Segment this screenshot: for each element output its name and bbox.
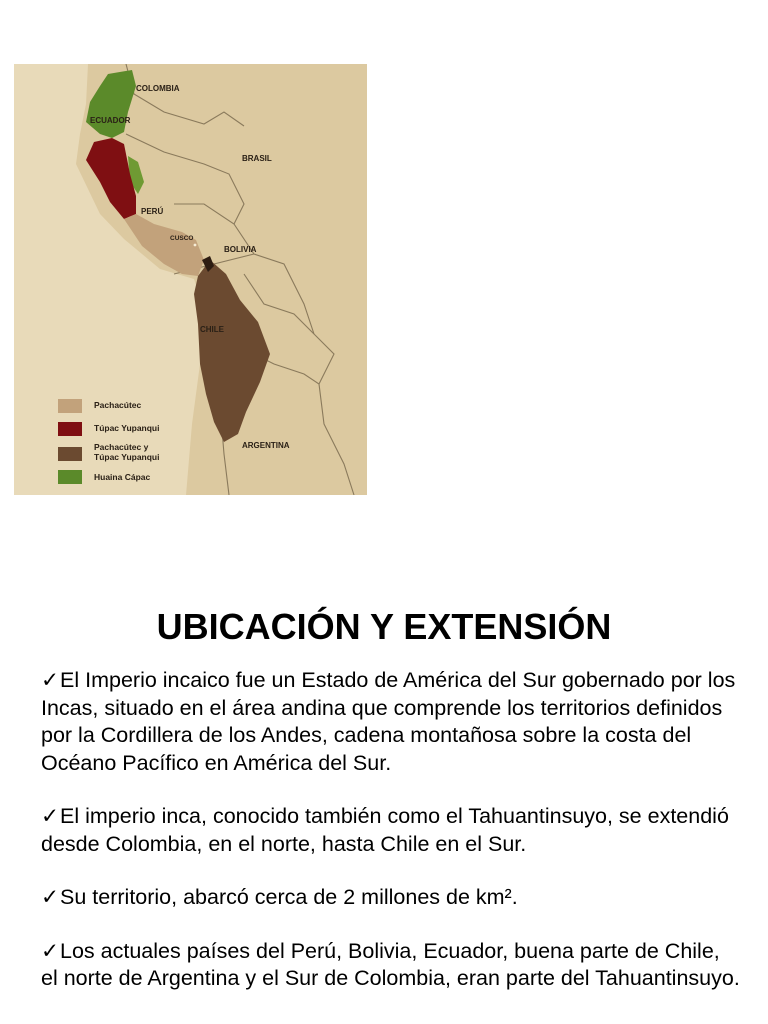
paragraph-text: El Imperio incaico fue un Estado de América del Sur gobernado por los Incas, situado en el área andina que comprende los territorios definidos por la Cordillera de los Andes, cadena montañosa sobre la costa del Océano Pacífico en América del Sur. bbox=[41, 668, 736, 775]
page-title: UBICACIÓN Y EXTENSIÓN bbox=[156, 606, 612, 647]
paragraph-text: Los actuales países del Perú, Bolivia, Ecuador, buena parte de Chile, el norte de Argentina y el Sur de Colombia, eran parte del Tahuantinsuyo. bbox=[41, 938, 740, 990]
label-ecuador: ECUADOR bbox=[90, 116, 131, 125]
paragraph-countries bbox=[41, 938, 741, 993]
legend-swatch-pachacutec-tupac bbox=[58, 447, 82, 461]
legend-label-tupac-yupanqui: Túpac Yupanqui bbox=[94, 423, 160, 433]
paragraph-territory bbox=[41, 884, 741, 912]
cusco-marker bbox=[194, 244, 197, 247]
legend-swatch-tupac-yupanqui bbox=[58, 422, 82, 436]
legend-label-pachacutec-tupac-1: Pachacútec y bbox=[94, 442, 149, 452]
legend-swatch-pachacutec bbox=[58, 399, 82, 413]
legend-label-pachacutec-tupac-2: Túpac Yupanqui bbox=[94, 452, 160, 462]
paragraph-tahuantinsuyo bbox=[41, 803, 741, 858]
legend-swatch-huaina-capac bbox=[58, 470, 82, 484]
paragraph-location bbox=[41, 667, 741, 777]
label-colombia: COLOMBIA bbox=[136, 84, 180, 93]
paragraph-text: El imperio inca, conocido también como el Tahuantinsuyo, se extendió desde Colombia, en el norte, hasta Chile en el Sur. bbox=[41, 804, 729, 856]
check-icon: ✓ bbox=[41, 668, 60, 692]
body-text bbox=[41, 667, 741, 1019]
paragraph-text: Su territorio, abarcó cerca de 2 millones de km². bbox=[60, 885, 518, 909]
check-icon: ✓ bbox=[41, 938, 60, 963]
label-chile: CHILE bbox=[200, 325, 224, 334]
label-bolivia: BOLIVIA bbox=[224, 245, 257, 254]
label-cusco: CUSCO bbox=[170, 235, 194, 242]
inca-empire-map bbox=[14, 64, 367, 495]
legend-label-pachacutec: Pachacútec bbox=[94, 400, 142, 410]
label-argentina: ARGENTINA bbox=[242, 441, 290, 450]
label-peru: PERÚ bbox=[141, 207, 164, 216]
legend-label-huaina-capac: Huaina Cápac bbox=[94, 472, 151, 482]
label-brasil: BRASIL bbox=[242, 154, 272, 163]
check-icon: ✓ bbox=[41, 885, 60, 909]
check-icon: ✓ bbox=[41, 804, 60, 828]
